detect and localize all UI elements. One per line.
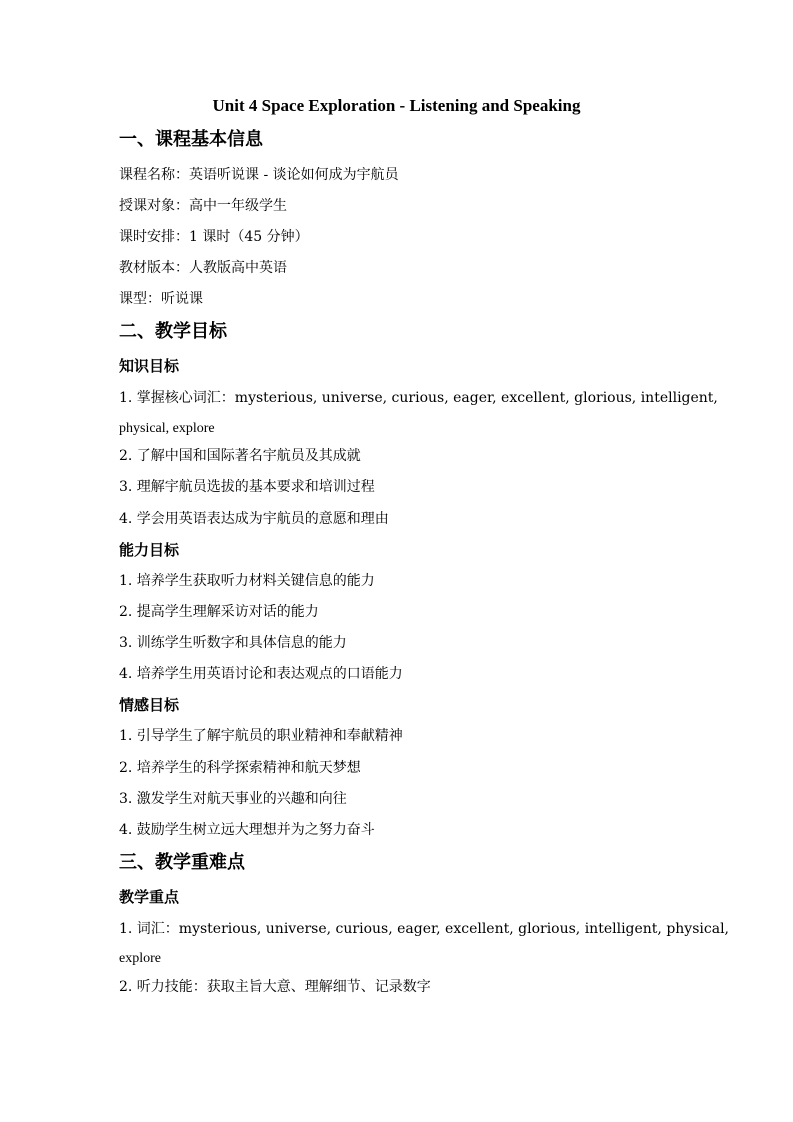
emotion-goal-item-2: 2. 培养学生的科学探索精神和航天梦想 bbox=[119, 760, 361, 776]
course-name-line: 课程名称：英语听说课 - 谈论如何成为宇航员 bbox=[119, 167, 399, 183]
teaching-focus-item-2: 2. 听力技能：获取主旨大意、理解细节、记录数字 bbox=[119, 979, 431, 995]
section-heading-teaching-goals: 二、教学目标 bbox=[119, 321, 227, 342]
ability-goal-item-4: 4. 培养学生用英语讨论和表达观点的口语能力 bbox=[119, 666, 403, 682]
subheading-knowledge-goals: 知识目标 bbox=[119, 357, 180, 375]
knowledge-goal-item-2: 2. 了解中国和国际著名宇航员及其成就 bbox=[119, 448, 361, 464]
course-audience-line: 授课对象：高中一年级学生 bbox=[119, 198, 287, 214]
course-type-line: 课型：听说课 bbox=[119, 291, 203, 307]
knowledge-goal-item-3: 3. 理解宇航员选拔的基本要求和培训过程 bbox=[119, 479, 375, 495]
textbook-edition-line: 教材版本：人教版高中英语 bbox=[119, 260, 287, 276]
document-title: Unit 4 Space Exploration - Listening and Speaking bbox=[212, 96, 581, 115]
section-heading-key-difficulties: 三、教学重难点 bbox=[119, 852, 245, 873]
subheading-teaching-focus: 教学重点 bbox=[119, 888, 180, 906]
section-heading-basic-info: 一、课程基本信息 bbox=[119, 129, 263, 150]
emotion-goal-item-1: 1. 引导学生了解宇航员的职业精神和奉献精神 bbox=[119, 728, 403, 744]
subheading-ability-goals: 能力目标 bbox=[119, 541, 180, 559]
ability-goal-item-3: 3. 训练学生听数字和具体信息的能力 bbox=[119, 635, 347, 651]
knowledge-goal-item-1: 1. 掌握核心词汇：mysterious, universe, curious, eager, excellent, glorious, intelligent, bbox=[119, 390, 718, 406]
ability-goal-item-2: 2. 提高学生理解采访对话的能力 bbox=[119, 604, 319, 620]
ability-goal-item-1: 1. 培养学生获取听力材料关键信息的能力 bbox=[119, 573, 375, 589]
course-schedule-line: 课时安排：1 课时（45 分钟） bbox=[119, 229, 309, 245]
emotion-goal-item-3: 3. 激发学生对航天事业的兴趣和向往 bbox=[119, 791, 347, 807]
teaching-focus-item-1: 1. 词汇：mysterious, universe, curious, eager, excellent, glorious, intelligent, physical, bbox=[119, 921, 729, 937]
knowledge-goal-item-1-continued: physical, explore bbox=[119, 421, 215, 436]
subheading-emotion-goals: 情感目标 bbox=[119, 696, 180, 714]
knowledge-goal-item-4: 4. 学会用英语表达成为宇航员的意愿和理由 bbox=[119, 511, 389, 527]
emotion-goal-item-4: 4. 鼓励学生树立远大理想并为之努力奋斗 bbox=[119, 822, 375, 838]
teaching-focus-item-1-continued: explore bbox=[119, 951, 161, 966]
